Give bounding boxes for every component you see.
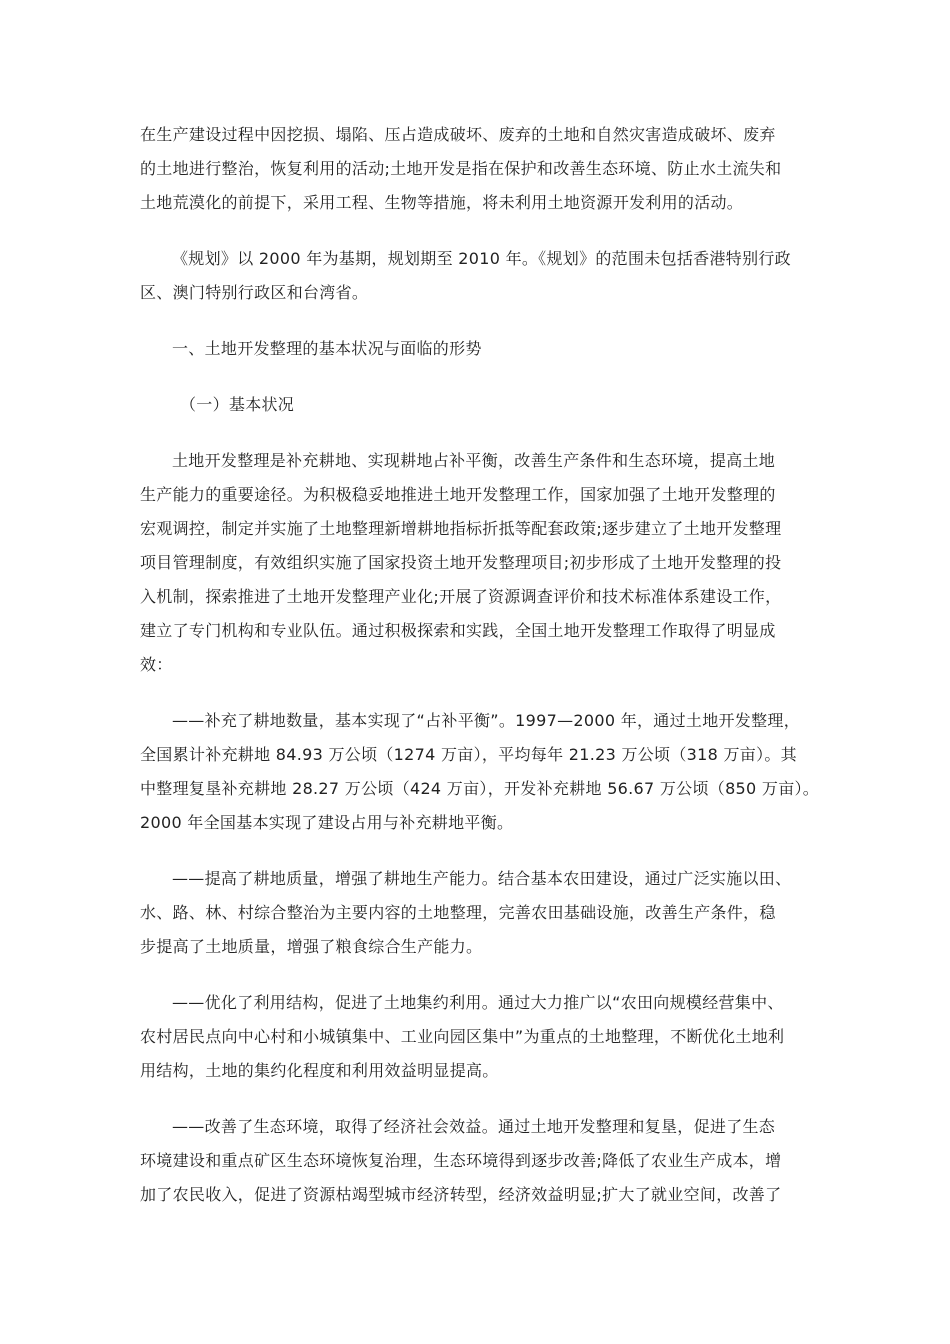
text-line: 全国累计补充耕地 84.93 万公顷（1274 万亩），平均每年 21.23 万公顷（318 万亩）。其: [140, 745, 797, 764]
paragraph-gap: [140, 422, 820, 444]
text-line: 在生产建设过程中因挖损、塌陷、压占造成破坏、废弃的土地和自然灾害造成破坏、废弃: [140, 125, 776, 144]
text-line: 土地荒漠化的前提下，采用工程、生物等措施，将未利用土地资源开发利用的活动。: [140, 193, 744, 212]
text-line: 农村居民点向中心村和小城镇集中、工业向园区集中”为重点的土地整理，不断优化土地利: [140, 1027, 785, 1046]
text-line: ——优化了利用结构，促进了土地集约利用。通过大力推广以“农田向规模经营集中、: [172, 993, 784, 1012]
paragraph-gap: [140, 310, 820, 332]
text-line: ——补充了耕地数量，基本实现了“占补平衡”。1997—2000 年，通过土地开发整理，: [172, 711, 801, 730]
text-line: 入机制，探索推进了土地开发整理产业化;开展了资源调查评价和技术标准体系建设工作，: [140, 587, 782, 606]
paragraph-7: [140, 862, 820, 964]
text-line: 中整理复垦补充耕地 28.27 万公顷（424 万亩），开发补充耕地 56.67 万公顷（850 万亩）。: [140, 779, 820, 798]
paragraph-gap: [140, 964, 820, 986]
text-line: 区、澳门特别行政区和台湾省。: [140, 283, 369, 302]
text-line: 环境建设和重点矿区生态环境恢复治理，生态环境得到逐步改善;降低了农业生产成本，增: [140, 1151, 782, 1170]
text-line: 建立了专门机构和专业队伍。通过积极探索和实践，全国土地开发整理工作取得了明显成: [140, 621, 776, 640]
text-line: 土地开发整理是补充耕地、实现耕地占补平衡，改善生产条件和生态环境，提高土地: [172, 451, 776, 470]
paragraph-5: [140, 444, 820, 682]
text-line: 的土地进行整治，恢复利用的活动;土地开发是指在保护和改善生态环境、防止水土流失和: [140, 159, 782, 178]
text-line: 效：: [140, 655, 173, 674]
paragraph-6: [140, 704, 820, 840]
text-line: 2000 年全国基本实现了建设占用与补充耕地平衡。: [140, 813, 514, 832]
paragraph-gap: [140, 682, 820, 704]
paragraph-2: [140, 242, 820, 310]
subsection-heading: [140, 388, 820, 422]
section-heading: [140, 332, 820, 366]
heading-line: （一）基本状况: [180, 395, 295, 414]
paragraph-gap: [140, 1088, 820, 1110]
paragraph-gap: [140, 366, 820, 388]
heading-line: 一、土地开发整理的基本状况与面临的形势: [172, 339, 482, 358]
paragraph-gap: [140, 840, 820, 862]
text-line: ——提高了耕地质量，增强了耕地生产能力。结合基本农田建设，通过广泛实施以田、: [172, 869, 792, 888]
text-line: 宏观调控，制定并实施了土地整理新增耕地指标折抵等配套政策;逐步建立了土地开发整理: [140, 519, 782, 538]
text-line: 用结构，土地的集约化程度和利用效益明显提高。: [140, 1061, 499, 1080]
text-line: 水、路、林、村综合整治为主要内容的土地整理，完善农田基础设施，改善生产条件，稳: [140, 903, 776, 922]
paragraph-1: [140, 118, 820, 220]
text-line: 生产能力的重要途径。为积极稳妥地推进土地开发整理工作，国家加强了土地开发整理的: [140, 485, 776, 504]
text-line: ——改善了生态环境，取得了经济社会效益。通过土地开发整理和复垦，促进了生态: [172, 1117, 776, 1136]
paragraph-8: [140, 986, 820, 1088]
document-page: [140, 118, 820, 1212]
paragraph-gap: [140, 220, 820, 242]
text-line: 项目管理制度，有效组织实施了国家投资土地开发整理项目;初步形成了土地开发整理的投: [140, 553, 782, 572]
text-line: 步提高了土地质量，增强了粮食综合生产能力。: [140, 937, 483, 956]
text-line: 《规划》以 2000 年为基期，规划期至 2010 年。《规划》的范围未包括香港特别行政: [172, 249, 791, 268]
paragraph-9: [140, 1110, 820, 1212]
text-line: 加了农民收入，促进了资源枯竭型城市经济转型，经济效益明显;扩大了就业空间，改善了: [140, 1185, 782, 1204]
